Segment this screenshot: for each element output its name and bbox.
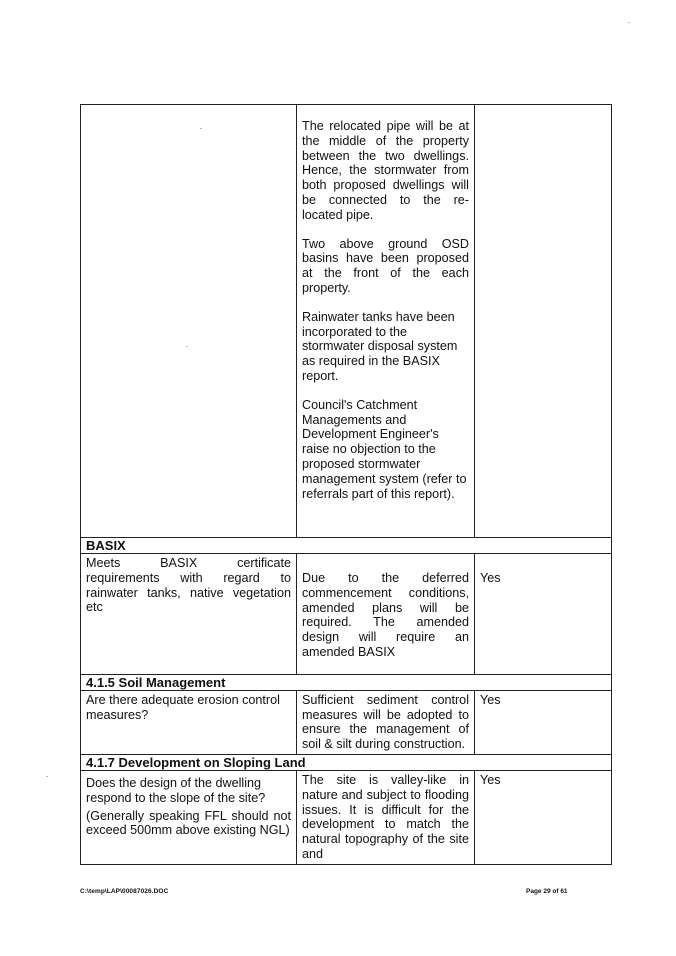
- section-header-row: [81, 674, 612, 690]
- table-row: [81, 105, 612, 538]
- table-row: [81, 690, 612, 754]
- table-row: [81, 554, 612, 675]
- assessment-table: [80, 104, 612, 865]
- complies-cell: Yes: [475, 690, 612, 754]
- scan-speck: [46, 776, 48, 777]
- complies-cell: Yes: [475, 770, 612, 864]
- requirement-cell: Are there adequate erosion control measures?: [81, 690, 297, 754]
- section-header-row: [81, 754, 612, 770]
- stormwater-paragraph: Council's Catchment Managements and Development Engineer's raise no objection to the proposed stormwater management system (refer to referrals part of this report).: [302, 397, 467, 501]
- scan-speck: [186, 346, 188, 347]
- section-heading-basix: BASIX: [81, 538, 612, 554]
- stormwater-paragraph: The relocated pipe will be at the middle of the property between the two dwellings. Hence, the stormwater from both proposed dwellings will be connected to the re-located pipe.: [302, 119, 469, 222]
- section-header-row: [81, 538, 612, 554]
- stormwater-paragraph: Rainwater tanks have been incorporated to the stormwater disposal system as required in the BASIX report.: [302, 309, 458, 383]
- section-heading-sloping: 4.1.7 Development on Sloping Land: [81, 754, 612, 770]
- requirement-cell: Meets BASIX certificate requirements with regard to rainwater tanks, native vegetation etc: [81, 554, 297, 675]
- scan-speck: [200, 128, 202, 129]
- requirement-text: Does the design of the dwelling respond to the slope of the site?: [86, 775, 266, 805]
- comment-cell: [297, 554, 475, 675]
- comment-cell: The site is valley-like in nature and subject to flooding issues. It is difficult for the development to match the natural topography of the site and: [297, 770, 475, 864]
- complies-cell: [475, 554, 612, 675]
- stormwater-paragraph: Two above ground OSD basins have been proposed at the front of the each property.: [302, 236, 469, 295]
- requirement-cell: [81, 105, 297, 538]
- complies-cell: [475, 105, 612, 538]
- requirement-note: (Generally speaking FFL should not exceed 500mm above existing NGL): [86, 808, 291, 838]
- comment-text: Due to the deferred commencement conditions, amended plans will be required. The amended design will require an amended BASIX: [302, 571, 469, 659]
- comment-cell: Sufficient sediment control measures will be adopted to ensure the management of soil & silt during construction.: [297, 690, 475, 754]
- requirement-cell: [81, 770, 297, 864]
- footer-page-number: Page 29 of 61: [526, 888, 568, 895]
- comment-cell: [297, 105, 475, 538]
- complies-value: Yes: [480, 571, 501, 585]
- table-row: [81, 770, 612, 864]
- footer-file-path: C:\temp\LAP\00087026.DOC: [80, 888, 169, 895]
- section-heading-soil: 4.1.5 Soil Management: [81, 674, 612, 690]
- scan-speck: [628, 22, 630, 23]
